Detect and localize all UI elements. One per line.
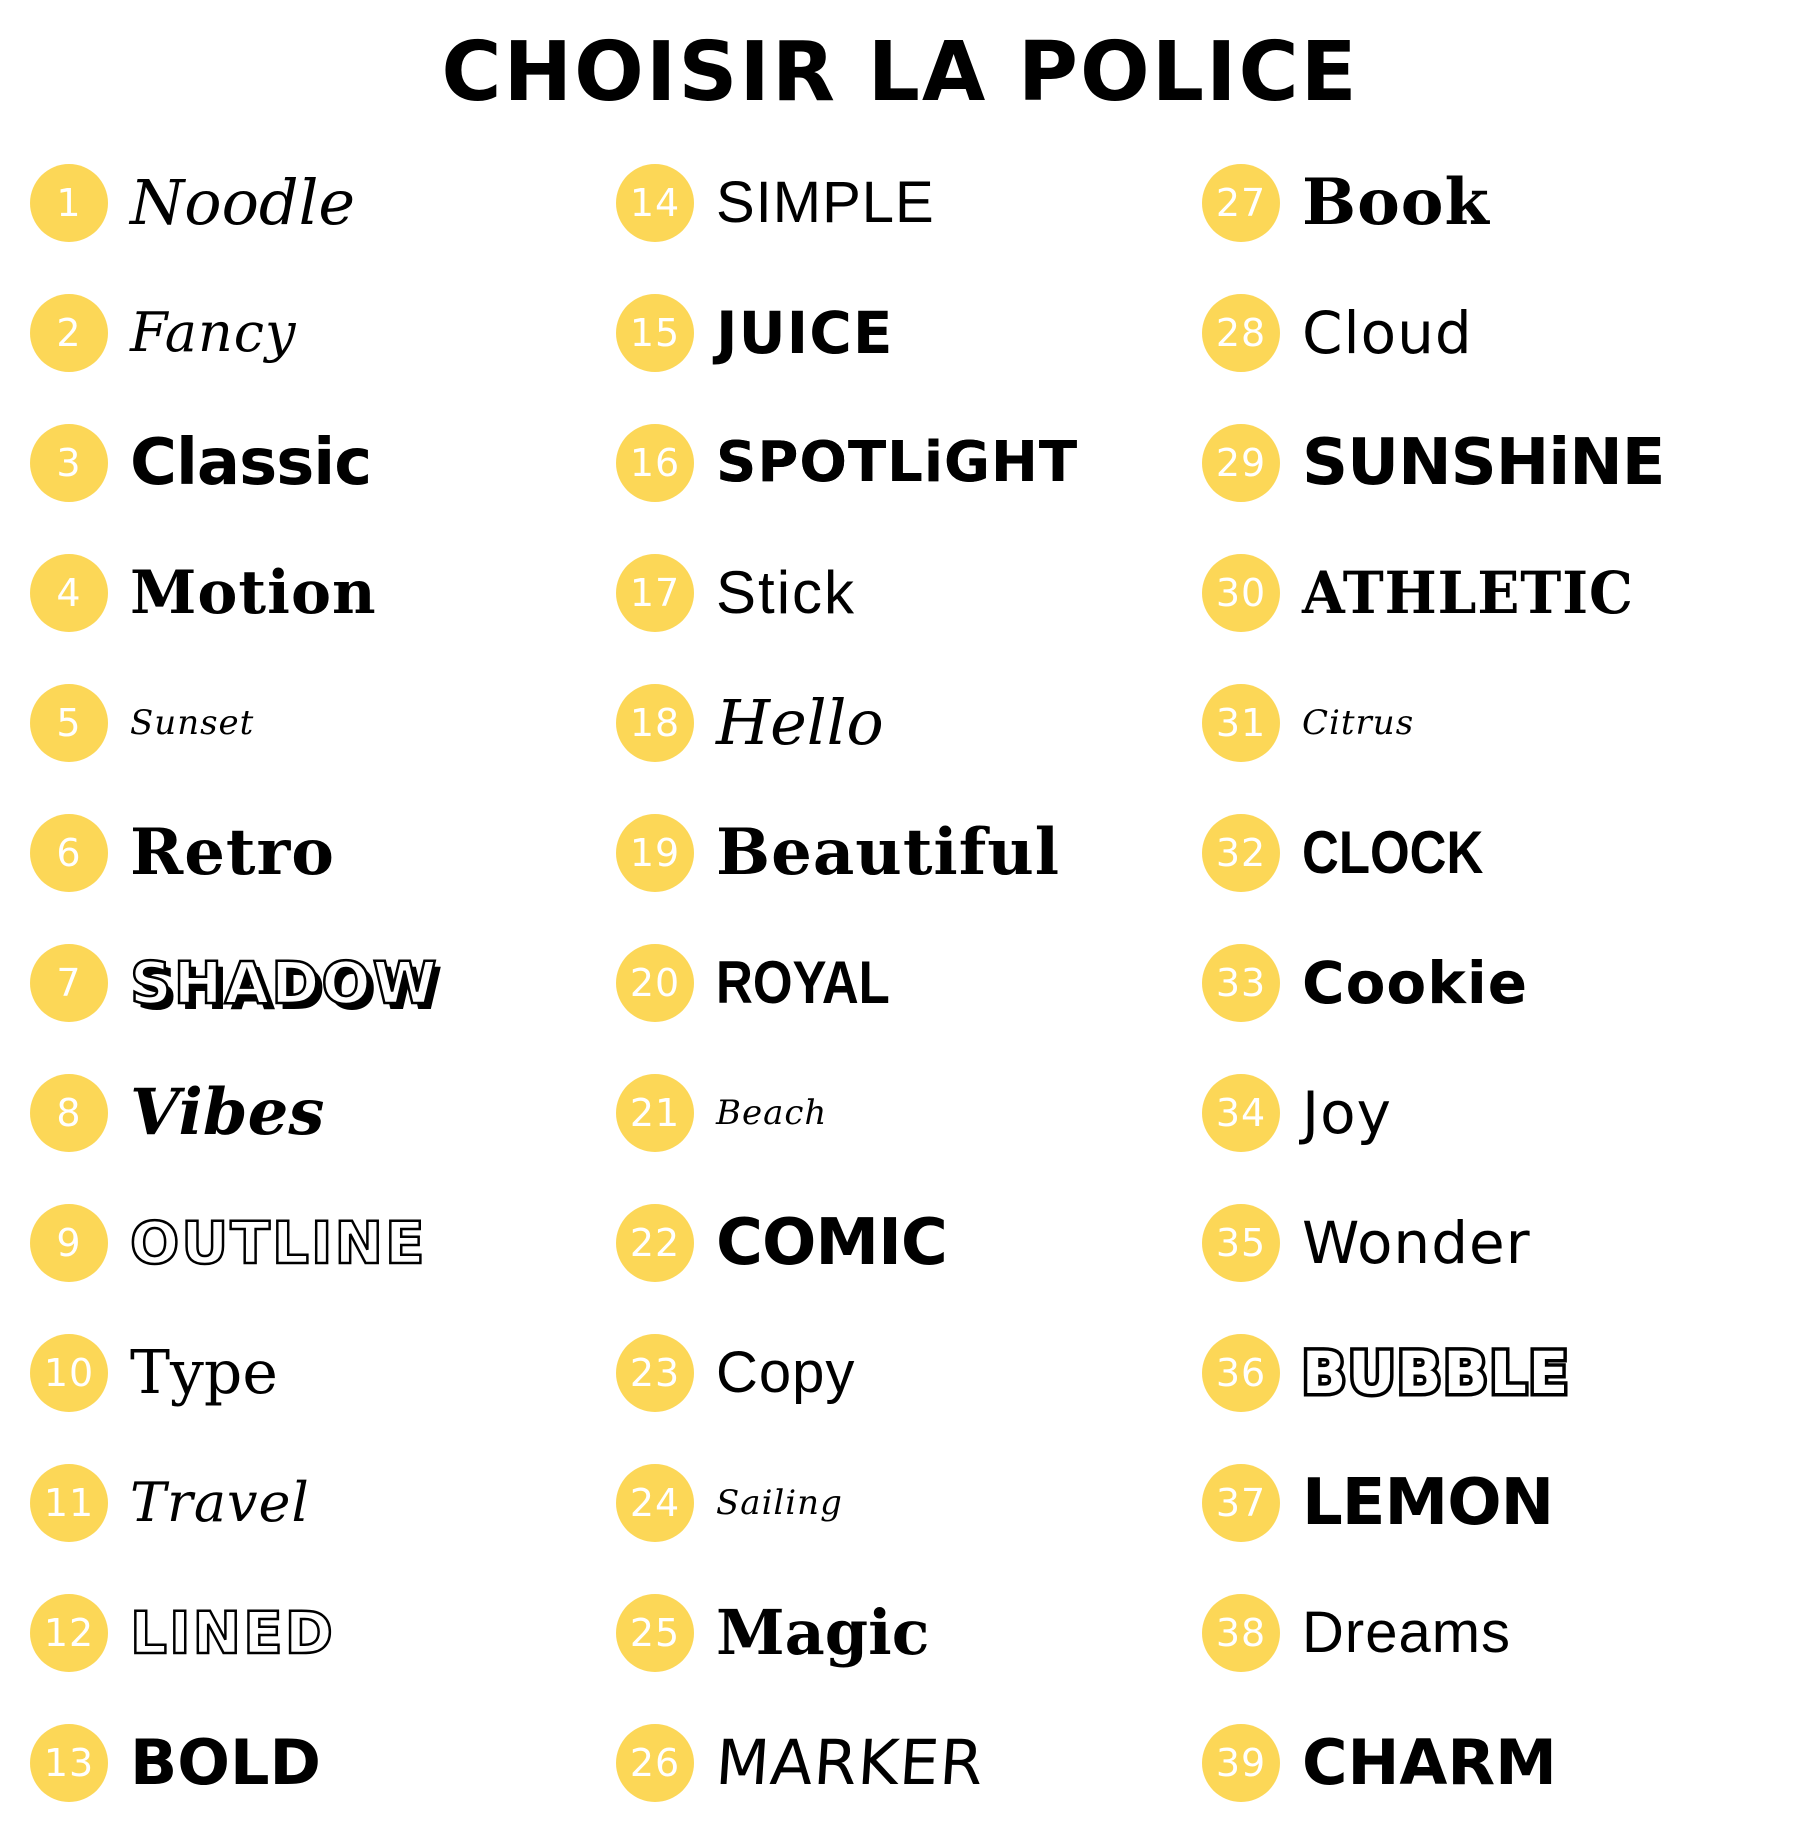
font-sample-text: Magic bbox=[716, 1596, 930, 1670]
font-sample-text: Type bbox=[130, 1338, 278, 1409]
font-number-badge: 26 bbox=[616, 1724, 694, 1802]
font-list-columns bbox=[30, 138, 1770, 1828]
font-number-badge: 19 bbox=[616, 814, 694, 892]
font-number-badge: 36 bbox=[1202, 1334, 1280, 1412]
font-sample-text: Cookie bbox=[1302, 949, 1529, 1018]
font-number-badge: 28 bbox=[1202, 294, 1280, 372]
font-option-row[interactable] bbox=[30, 788, 598, 918]
font-number-badge: 22 bbox=[616, 1204, 694, 1282]
font-sample-text: CHARM bbox=[1302, 1726, 1557, 1800]
font-number-badge: 27 bbox=[1202, 164, 1280, 242]
font-number-badge: 23 bbox=[616, 1334, 694, 1412]
font-number-badge: 32 bbox=[1202, 814, 1280, 892]
font-option-row[interactable] bbox=[30, 1438, 598, 1568]
font-option-row[interactable] bbox=[1202, 268, 1770, 398]
font-option-row[interactable] bbox=[616, 138, 1184, 268]
font-sample-text: SPOTLiGHT bbox=[716, 430, 1079, 496]
font-option-row[interactable] bbox=[1202, 138, 1770, 268]
font-option-row[interactable] bbox=[30, 268, 598, 398]
font-sample-text: Beautiful bbox=[716, 815, 1061, 891]
font-option-row[interactable] bbox=[1202, 1438, 1770, 1568]
font-option-row[interactable] bbox=[1202, 1308, 1770, 1438]
font-sample-text: Joy bbox=[1302, 1079, 1392, 1148]
font-option-row[interactable] bbox=[616, 918, 1184, 1048]
font-number-badge: 33 bbox=[1202, 944, 1280, 1022]
font-column-2 bbox=[616, 138, 1184, 1828]
font-sample-text: LEMON bbox=[1302, 1466, 1554, 1541]
font-number-badge: 20 bbox=[616, 944, 694, 1022]
font-option-row[interactable] bbox=[616, 1438, 1184, 1568]
font-number-badge: 12 bbox=[30, 1594, 108, 1672]
font-sample-text: BUBBLE bbox=[1302, 1339, 1571, 1408]
font-number-badge: 6 bbox=[30, 814, 108, 892]
font-sample-text: Vibes bbox=[130, 1075, 325, 1151]
font-number-badge: 14 bbox=[616, 164, 694, 242]
font-option-row[interactable] bbox=[1202, 658, 1770, 788]
font-sample-text: Hello bbox=[716, 686, 884, 760]
font-option-row[interactable] bbox=[616, 398, 1184, 528]
font-sample-text: LINED bbox=[130, 1599, 335, 1668]
font-sample-text: MARKER bbox=[713, 1726, 987, 1800]
font-sample-text: Dreams bbox=[1302, 1600, 1512, 1666]
font-sample-text: Travel bbox=[130, 1471, 310, 1535]
font-option-row[interactable] bbox=[616, 1178, 1184, 1308]
font-number-badge: 10 bbox=[30, 1334, 108, 1412]
font-number-badge: 1 bbox=[30, 164, 108, 242]
font-number-badge: 25 bbox=[616, 1594, 694, 1672]
font-option-row[interactable] bbox=[616, 528, 1184, 658]
font-number-badge: 31 bbox=[1202, 684, 1280, 762]
font-number-badge: 29 bbox=[1202, 424, 1280, 502]
font-sample-text: Wonder bbox=[1302, 1209, 1531, 1278]
font-sample-text: Sunset bbox=[130, 703, 255, 744]
font-sample-text: SUNSHiNE bbox=[1302, 426, 1665, 501]
font-option-row[interactable] bbox=[1202, 788, 1770, 918]
font-column-3 bbox=[1202, 138, 1770, 1828]
font-number-badge: 18 bbox=[616, 684, 694, 762]
font-sample-text: SIMPLE bbox=[716, 170, 935, 236]
font-sample-text: JUICE bbox=[716, 299, 894, 368]
font-option-row[interactable] bbox=[30, 138, 598, 268]
font-option-row[interactable] bbox=[1202, 1048, 1770, 1178]
font-number-badge: 8 bbox=[30, 1074, 108, 1152]
font-sample-text: ATHLETIC bbox=[1302, 559, 1634, 628]
font-sample-text: ROYAL bbox=[716, 949, 890, 1017]
font-sample-text: Noodle bbox=[130, 166, 356, 240]
font-number-badge: 35 bbox=[1202, 1204, 1280, 1282]
font-number-badge: 13 bbox=[30, 1724, 108, 1802]
font-option-row[interactable] bbox=[30, 1178, 598, 1308]
font-number-badge: 16 bbox=[616, 424, 694, 502]
font-option-row[interactable] bbox=[1202, 1568, 1770, 1698]
font-option-row[interactable] bbox=[1202, 1698, 1770, 1828]
font-number-badge: 37 bbox=[1202, 1464, 1280, 1542]
page-title: CHOISIR LA POLICE bbox=[441, 25, 1359, 120]
font-option-row[interactable] bbox=[30, 398, 598, 528]
font-number-badge: 39 bbox=[1202, 1724, 1280, 1802]
font-number-badge: 7 bbox=[30, 944, 108, 1022]
font-sample-text: Sailing bbox=[716, 1483, 843, 1524]
font-sample-text: Citrus bbox=[1302, 703, 1415, 744]
font-sample-text: CLOCK bbox=[1302, 819, 1484, 887]
font-option-row[interactable] bbox=[30, 1698, 598, 1828]
font-number-badge: 3 bbox=[30, 424, 108, 502]
font-number-badge: 15 bbox=[616, 294, 694, 372]
font-option-row[interactable] bbox=[616, 1568, 1184, 1698]
font-option-row[interactable] bbox=[1202, 398, 1770, 528]
font-column-1 bbox=[30, 138, 598, 1828]
font-option-row[interactable] bbox=[30, 918, 598, 1048]
font-option-row[interactable] bbox=[30, 1308, 598, 1438]
font-sample-text: Copy bbox=[716, 1340, 856, 1406]
font-number-badge: 30 bbox=[1202, 554, 1280, 632]
font-sample-text: Stick bbox=[716, 559, 857, 627]
font-option-row[interactable] bbox=[616, 658, 1184, 788]
font-option-row[interactable] bbox=[30, 528, 598, 658]
font-option-row[interactable] bbox=[616, 1698, 1184, 1828]
font-number-badge: 9 bbox=[30, 1204, 108, 1282]
font-number-badge: 21 bbox=[616, 1074, 694, 1152]
font-number-badge: 11 bbox=[30, 1464, 108, 1542]
font-option-row[interactable] bbox=[1202, 918, 1770, 1048]
font-number-badge: 34 bbox=[1202, 1074, 1280, 1152]
font-number-badge: 17 bbox=[616, 554, 694, 632]
font-number-badge: 4 bbox=[30, 554, 108, 632]
font-option-row[interactable] bbox=[30, 658, 598, 788]
font-option-row[interactable] bbox=[30, 1568, 598, 1698]
font-sample-text: Motion bbox=[130, 558, 377, 629]
font-option-row[interactable] bbox=[616, 268, 1184, 398]
font-option-row[interactable] bbox=[616, 788, 1184, 918]
font-number-badge: 5 bbox=[30, 684, 108, 762]
font-sample-text: Classic bbox=[130, 426, 372, 501]
font-option-row[interactable] bbox=[616, 1308, 1184, 1438]
font-option-row[interactable] bbox=[30, 1048, 598, 1178]
font-sample-text: Book bbox=[1302, 165, 1490, 241]
font-number-badge: 24 bbox=[616, 1464, 694, 1542]
font-sample-text: Cloud bbox=[1302, 299, 1473, 368]
font-sample-text: Retro bbox=[130, 815, 335, 891]
font-sample-text: Beach bbox=[716, 1093, 828, 1134]
font-sample-text: COMIC bbox=[716, 1206, 947, 1281]
font-option-row[interactable] bbox=[1202, 1178, 1770, 1308]
font-option-row[interactable] bbox=[1202, 528, 1770, 658]
font-sample-text: Fancy bbox=[130, 301, 297, 365]
font-sample-text: BOLD bbox=[130, 1726, 321, 1800]
font-number-badge: 38 bbox=[1202, 1594, 1280, 1672]
font-sample-text: OUTLINE bbox=[130, 1209, 427, 1278]
font-number-badge: 2 bbox=[30, 294, 108, 372]
font-option-row[interactable] bbox=[616, 1048, 1184, 1178]
font-sample-text: SHADOW bbox=[130, 949, 439, 1018]
